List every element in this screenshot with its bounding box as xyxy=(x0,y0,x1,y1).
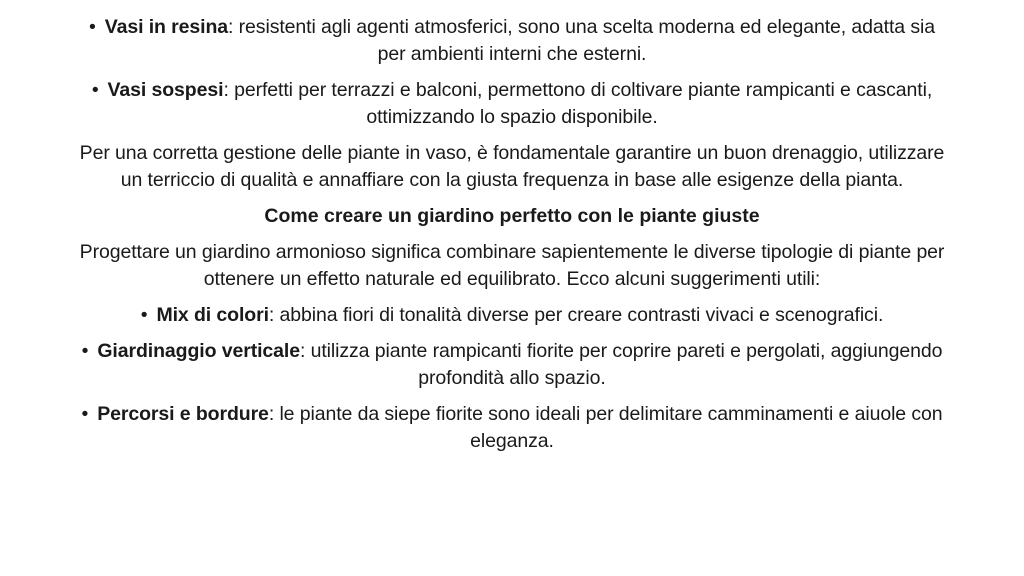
bullet-term: Mix di colori xyxy=(156,304,269,326)
bullet-item-vasi-sospesi xyxy=(78,77,946,131)
bullet-text: : resistenti agli agenti atmosferici, sono una scelta moderna ed elegante, adatta sia per ambienti interni che esterni. xyxy=(228,16,935,65)
bullet-text: : abbina fiori di tonalità diverse per creare contrasti vivaci e scenografici. xyxy=(268,304,884,326)
bullet-icon: • xyxy=(81,403,89,425)
bullet-item-mix-di-colori xyxy=(78,302,946,329)
bullet-icon: • xyxy=(89,16,96,38)
bullet-term: Percorsi e bordure xyxy=(97,403,269,425)
bullet-item-percorsi-e-bordure xyxy=(78,401,946,455)
bullet-icon: • xyxy=(91,79,99,101)
bullet-item-vasi-in-resina xyxy=(78,14,946,68)
paragraph-drainage: Per una corretta gestione delle piante in vaso, è fondamentale garantire un buon drenaggio, utilizzare un terriccio di qualità e annaffiare con la giusta frequenza in base alle esigenze della pianta. xyxy=(79,142,945,191)
bullet-term: Giardinaggio verticale xyxy=(97,340,300,362)
bullet-icon: • xyxy=(140,304,148,326)
bullet-item-giardinaggio-verticale xyxy=(78,338,946,392)
paragraph-garden-intro: Progettare un giardino armonioso significa combinare sapientemente le diverse tipologie di piante per ottenere un effetto naturale ed equilibrato. Ecco alcuni suggerimenti utili: xyxy=(79,241,945,290)
bullet-icon: • xyxy=(81,340,89,362)
section-heading: Come creare un giardino perfetto con le piante giuste xyxy=(264,205,760,227)
bullet-text: : utilizza piante rampicanti fiorite per coprire pareti e pergolati, aggiungendo profondità allo spazio. xyxy=(299,340,943,389)
bullet-text: : perfetti per terrazzi e balconi, permettono di coltivare piante rampicanti e cascanti, ottimizzando lo spazio disponibile. xyxy=(223,79,933,128)
bullet-term: Vasi in resina xyxy=(104,16,229,38)
bullet-text: : le piante da siepe fiorite sono ideali per delimitare camminamenti e aiuole con eleganza. xyxy=(268,403,943,452)
bullet-term: Vasi sospesi xyxy=(107,79,224,101)
